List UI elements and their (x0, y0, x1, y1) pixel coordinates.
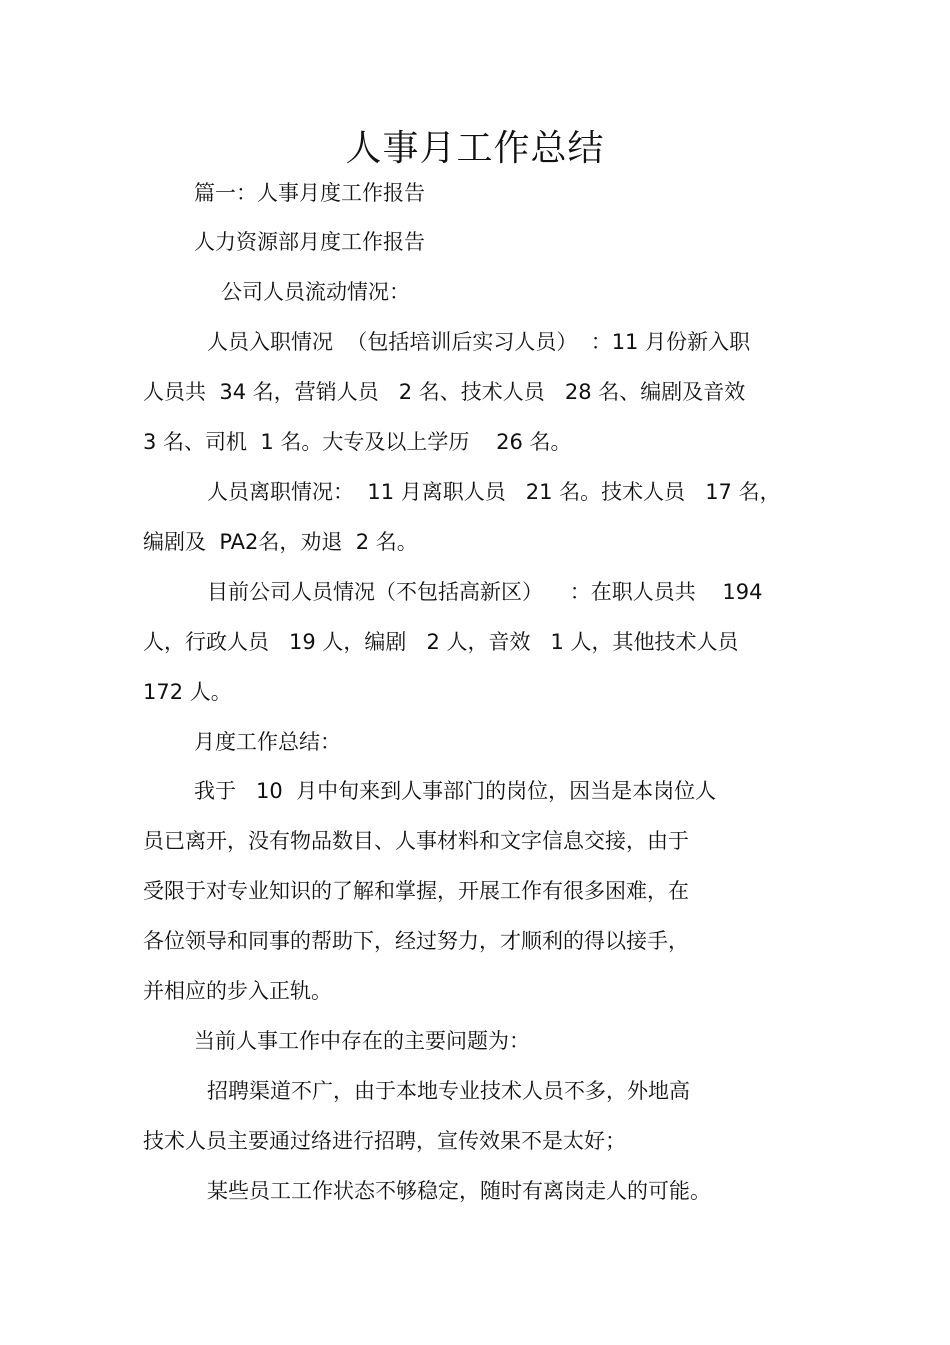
report-subtitle: 人力资源部月度工作报告 (194, 230, 425, 254)
paragraph-line: 某些员工工作状态不够稳定，随时有离岗走人的可能。 (207, 1179, 711, 1203)
paragraph-line: 公司人员流动情况： (221, 280, 410, 304)
document-title: 人事月工作总结 (345, 128, 605, 169)
section-heading: 月度工作总结： (194, 730, 341, 754)
paragraph-line: 各位领导和同事的帮助下，经过努力，才顺利的得以接手， (143, 929, 689, 953)
paragraph-line: 人员入职情况 （包括培训后实习人员） ：11 月份新入职 (207, 330, 751, 354)
paragraph-line: 人，行政人员 19 人，编剧 2 人，音效 1 人，其他技术人员 (143, 630, 739, 654)
paragraph-line: 172 人。 (143, 680, 232, 704)
section-heading: 当前人事工作中存在的主要问题为： (194, 1029, 530, 1053)
paragraph-line: 员已离开，没有物品数目、人事材料和文字信息交接，由于 (143, 829, 689, 853)
paragraph-line: 编剧及 PA2名，劝退 2 名。 (143, 530, 418, 554)
paragraph-line: 受限于对专业知识的了解和掌握，开展工作有很多困难，在 (143, 879, 689, 903)
paragraph-line: 人员离职情况： 11 月离职人员 21 名。技术人员 17 名， (207, 480, 781, 504)
section-heading: 篇一：人事月度工作报告 (194, 181, 425, 205)
paragraph-line: 并相应的步入正轨。 (143, 979, 332, 1003)
paragraph-line: 3 名、司机 1 名。大专及以上学历 26 名。 (143, 430, 572, 454)
paragraph-line: 招聘渠道不广，由于本地专业技术人员不多，外地高 (207, 1079, 690, 1103)
paragraph-line: 技术人员主要通过络进行招聘，宣传效果不是太好； (143, 1129, 626, 1153)
paragraph-line: 人员共 34 名，营销人员 2 名、技术人员 28 名、编剧及音效 (143, 380, 746, 404)
paragraph-line: 我于 10 月中旬来到人事部门的岗位，因当是本岗位人 (194, 779, 717, 803)
paragraph-line: 目前公司人员情况（不包括高新区） ：在职人员共 194 (207, 580, 763, 604)
